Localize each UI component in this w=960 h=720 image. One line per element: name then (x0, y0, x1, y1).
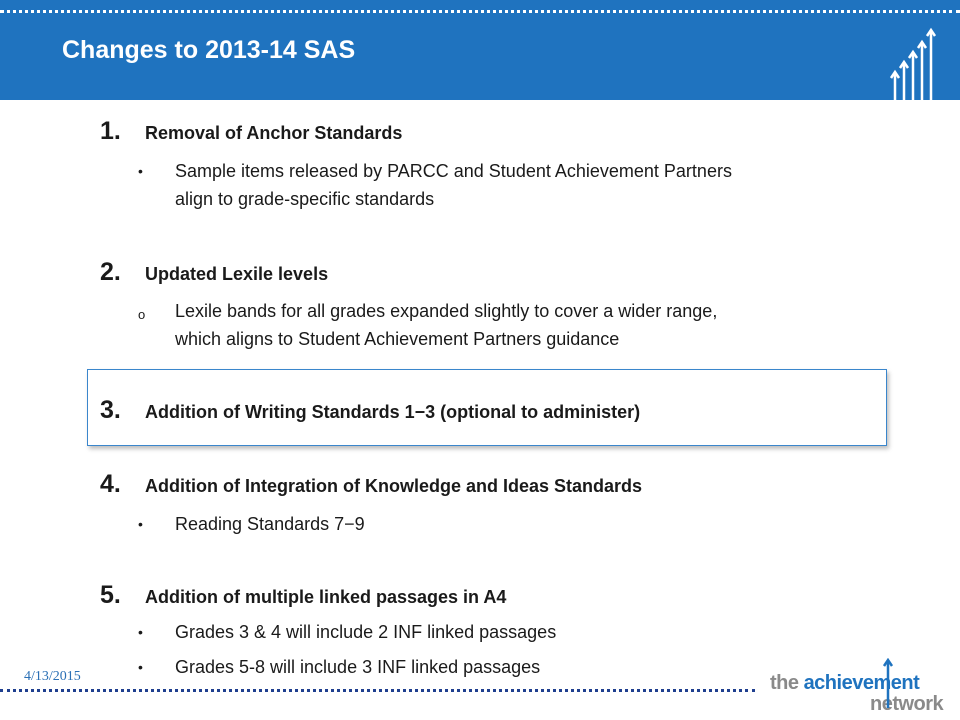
sub-item-line: Grades 3 & 4 will include 2 INF linked passages (175, 622, 557, 642)
footer-date: 4/13/2015 (24, 669, 81, 684)
brand-logo (770, 672, 919, 695)
item-heading: Addition of Writing Standards 1−3 (optional to administer) (145, 402, 641, 422)
sub-item-text (175, 510, 365, 538)
circle-bullet-icon: o (138, 307, 146, 322)
item-heading: Removal of Anchor Standards (145, 123, 403, 143)
sub-item-line: which aligns to Student Achievement Partners guidance (175, 329, 620, 349)
item-number: 5. (100, 581, 121, 609)
brand-prefix: the (770, 672, 804, 694)
sub-item-line: Grades 5-8 will include 3 INF linked passages (175, 657, 541, 677)
bullet-icon: • (138, 516, 143, 532)
bullet-icon: • (138, 659, 143, 675)
item-number: 1. (100, 117, 121, 145)
item-heading: Addition of multiple linked passages in A4 (145, 587, 507, 607)
sub-item-line: Lexile bands for all grades expanded slightly to cover a wider range, (175, 301, 718, 321)
arrows-logo-icon (888, 26, 938, 100)
item-heading: Addition of Integration of Knowledge and Ideas Standards (145, 476, 643, 496)
slide-header (0, 0, 960, 100)
item-number: 3. (100, 396, 121, 424)
brand-arrow-icon (882, 658, 894, 708)
bullet-icon: • (138, 163, 143, 179)
sub-item-text (175, 297, 717, 353)
header-dotted-rule (0, 10, 960, 13)
item-heading: Updated Lexile levels (145, 264, 329, 284)
sub-item-line: Sample items released by PARCC and Student Achievement Partners (175, 161, 732, 181)
sub-item-text (175, 157, 732, 213)
bullet-icon: • (138, 624, 143, 640)
item-number: 2. (100, 258, 121, 286)
sub-item-text (175, 653, 540, 681)
sub-item-line: Reading Standards 7−9 (175, 514, 365, 534)
item-number: 4. (100, 470, 121, 498)
brand-suffix: network (870, 693, 944, 715)
footer-dotted-rule (0, 689, 755, 692)
slide-title: Changes to 2013-14 SAS (62, 36, 356, 64)
sub-item-line: align to grade-specific standards (175, 189, 435, 209)
sub-item-text (175, 618, 556, 646)
brand-main: achievement (803, 672, 920, 694)
